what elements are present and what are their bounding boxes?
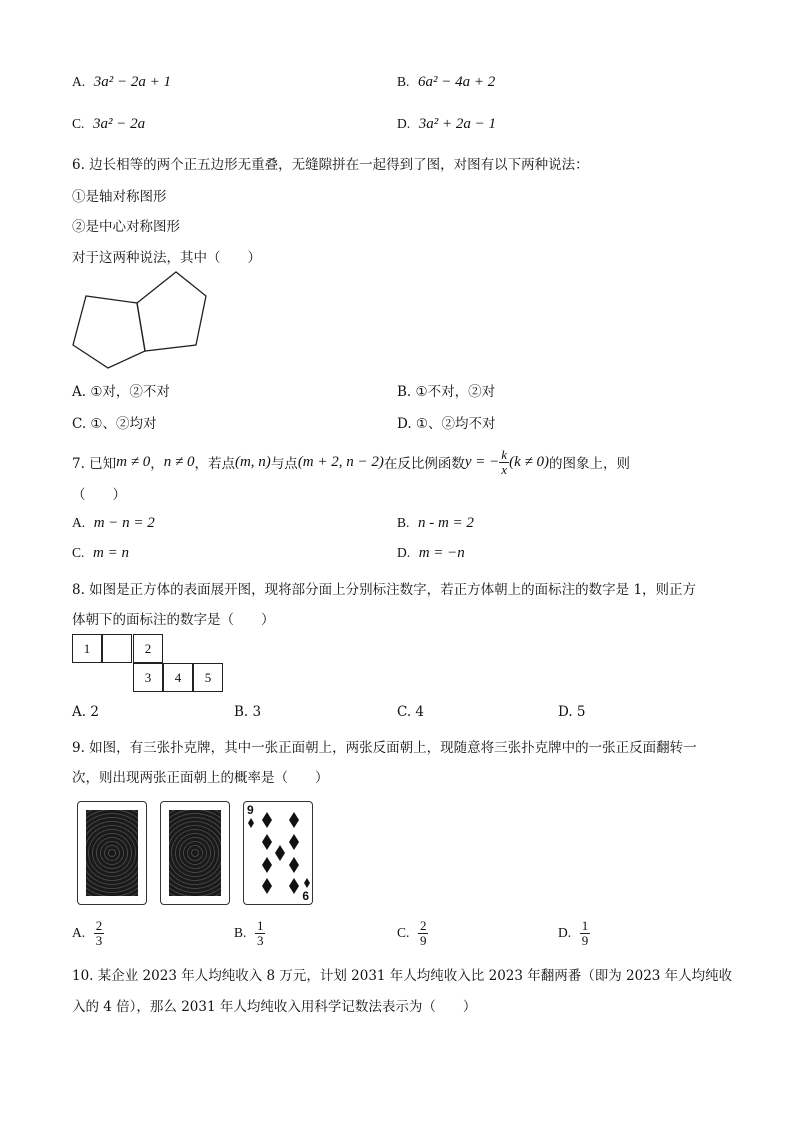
diamond-icon xyxy=(289,834,299,850)
diamond-icon xyxy=(289,857,299,873)
q5-option-b: B. 6a² − 4a + 2 xyxy=(397,74,496,90)
net-cell: 1 xyxy=(72,634,102,663)
net-cell: 2 xyxy=(133,634,163,663)
q6-ask: 对于这两种说法，其中（ ） xyxy=(72,250,261,266)
q9-option-d: D. $\frac{1}{9}$ xyxy=(558,917,589,948)
q7-option-d: D. m = −n xyxy=(397,545,465,561)
q6-option-c: C. ①、②均对 xyxy=(72,416,157,432)
q10-line-1: 10. 某企业 2023 年人均纯收入 8 万元，计划 2031 年人均纯收入比 2023 年翻两番（即为 2023 年人均纯收 xyxy=(72,968,733,984)
q6-option-a: A. ①对，②不对 xyxy=(72,384,170,400)
q7-option-a: A. m − n = 2 xyxy=(72,515,155,531)
diamond-icon xyxy=(262,812,272,828)
q6-option-d: D. ①、②均不对 xyxy=(397,416,496,432)
diamond-pips xyxy=(244,802,314,906)
diamond-icon xyxy=(289,812,299,828)
card-nine-of-diamonds xyxy=(243,801,313,905)
q5-option-c: C. 3a² − 2a xyxy=(72,116,146,132)
card-back-1 xyxy=(77,801,147,905)
diamond-icon xyxy=(289,878,299,894)
diamond-icon xyxy=(262,857,272,873)
q8-option-a: A. 2 xyxy=(72,704,99,720)
q10-line-2: 入的 4 倍），那么 2031 年人均纯收入用科学记数法表示为（ ） xyxy=(72,999,477,1015)
card-rank-top: 9 xyxy=(247,803,254,817)
net-cell: 4 xyxy=(163,663,193,692)
q7-paren: （ ） xyxy=(72,487,126,503)
q6-stem: 6. 边长相等的两个正五边形无重叠，无缝隙拼在一起得到了图，对图有以下两种说法： xyxy=(72,157,589,173)
pentagon-right xyxy=(137,272,206,351)
fraction: $\frac{1}{3}$ xyxy=(256,917,264,948)
diamond-icon xyxy=(275,845,285,861)
q9-option-a: A. $\frac{2}{3}$ xyxy=(72,917,103,948)
q7-option-b: B. n - m = 2 xyxy=(397,515,474,531)
q8-option-c: C. 4 xyxy=(397,704,425,720)
q8-option-d: D. 5 xyxy=(558,704,586,720)
net-cell: 5 xyxy=(193,663,223,692)
q5-option-d: D. 3a² + 2a − 1 xyxy=(397,116,496,132)
net-cell xyxy=(102,634,132,663)
diamond-icon xyxy=(304,878,310,888)
q9-line-1: 9. 如图，有三张扑克牌，其中一张正面朝上，两张反面朝上，现随意将三张扑克牌中的一张正反面翻转一 xyxy=(72,740,697,756)
q7-fraction: $\frac{k}{x}$ xyxy=(501,446,508,477)
net-cell: 3 xyxy=(133,663,163,692)
q8-option-b: B. 3 xyxy=(234,704,262,720)
q9-option-b: B. $\frac{1}{3}$ xyxy=(234,917,264,948)
q9-option-c: C. $\frac{2}{9}$ xyxy=(397,917,427,948)
q7-stem: 7. 已知 m ≠ 0 ， n ≠ 0 ，若点 (m, n) 与点 (m + 2, n − 2) 在反比例函数 y = − $\frac{k}{x}$ (k ≠ 0) 的图象上，则 xyxy=(72,446,630,477)
diamond-icon xyxy=(248,818,254,828)
q8-line-2: 体朝下的面标注的数字是（ ） xyxy=(72,612,275,628)
q6-option-b: B. ①不对，②对 xyxy=(397,384,496,400)
q9-line-2: 次，则出现两张正面朝上的概率是（ ） xyxy=(72,770,329,786)
card-rank-bottom: 6 xyxy=(302,889,309,903)
diamond-icon xyxy=(262,834,272,850)
card-back-pattern xyxy=(169,810,221,896)
q8-line-1: 8. 如图是正方体的表面展开图，现将部分面上分别标注数字，若正方体朝上的面标注的数字是 1，则正方 xyxy=(72,582,697,598)
q5-option-a: A. 3a² − 2a + 1 xyxy=(72,74,171,90)
diamond-icon xyxy=(262,878,272,894)
card-back-pattern xyxy=(86,810,138,896)
card-back-2 xyxy=(160,801,230,905)
q6-claim-1: ①是轴对称图形 xyxy=(72,189,167,205)
q6-claim-2: ②是中心对称图形 xyxy=(72,219,180,235)
fraction: $\frac{1}{9}$ xyxy=(581,917,589,948)
pentagons-figure xyxy=(66,268,216,372)
fraction: $\frac{2}{9}$ xyxy=(419,917,427,948)
q7-option-c: C. m = n xyxy=(72,545,129,561)
fraction: $\frac{2}{3}$ xyxy=(95,917,103,948)
pentagon-left xyxy=(73,296,145,368)
